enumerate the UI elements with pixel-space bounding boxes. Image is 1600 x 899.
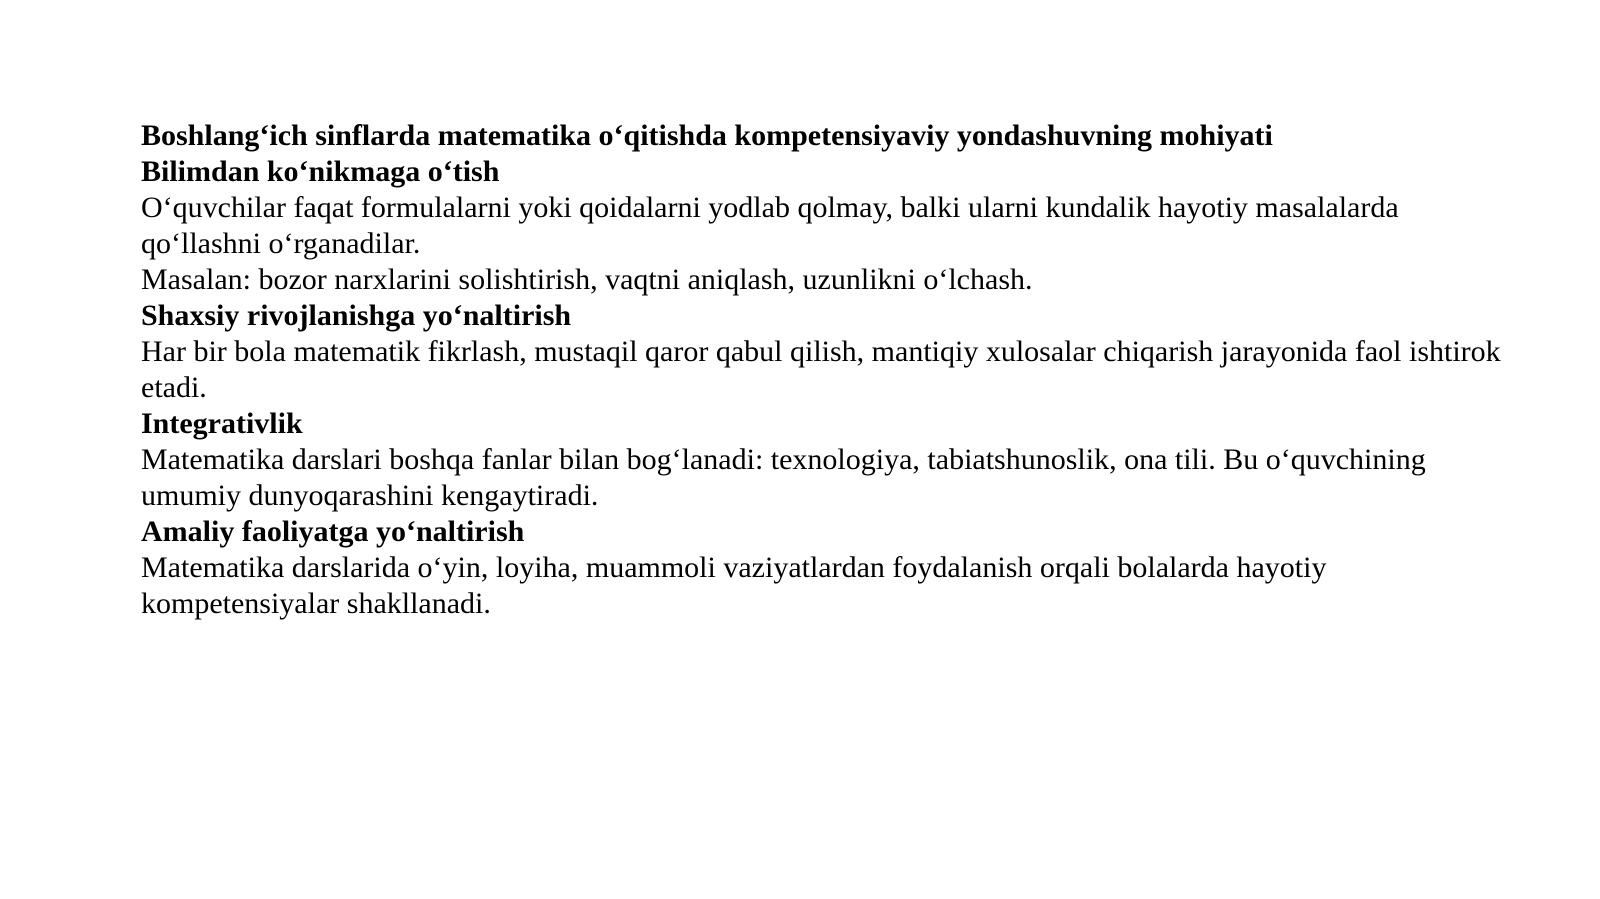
section-heading-2: Shaxsiy rivojlanishga yo‘naltirish	[141, 299, 572, 332]
slide-content	[141, 118, 1501, 622]
section-heading-1: Bilimdan ko‘nikmaga o‘tish	[141, 155, 500, 188]
page-title: Boshlang‘ich sinflarda matematika o‘qitishda kompetensiyaviy yondashuvning mohiyati	[141, 119, 1273, 152]
section-heading-4: Amaliy faoliyatga yo‘naltirish	[141, 515, 525, 548]
section-paragraph-4-1: Matematika darslarida o‘yin, loyiha, muammoli vaziyatlardan foydalanish orqali bolalarda hayotiy kompetensiyalar shakllanadi.	[141, 551, 1327, 620]
section-paragraph-1-1: O‘quvchilar faqat formulalarni yoki qoidalarni yodlab qolmay, balki ularni kundalik hayotiy masalalarda qo‘llashni o‘rganadilar.	[141, 191, 1399, 260]
section-paragraph-3-1: Matematika darslari boshqa fanlar bilan bog‘lanadi: texnologiya, tabiatshunoslik, ona tili. Bu o‘quvchining umumiy dunyoqarashini kengaytiradi.	[141, 443, 1426, 512]
section-paragraph-2-1: Har bir bola matematik fikrlash, mustaqil qaror qabul qilish, mantiqiy xulosalar chiqarish jarayonida faol ishtirok etadi.	[141, 335, 1501, 404]
section-heading-3: Integrativlik	[141, 407, 303, 440]
section-paragraph-1-2: Masalan: bozor narxlarini solishtirish, vaqtni aniqlash, uzunlikni o‘lchash.	[141, 263, 1033, 296]
